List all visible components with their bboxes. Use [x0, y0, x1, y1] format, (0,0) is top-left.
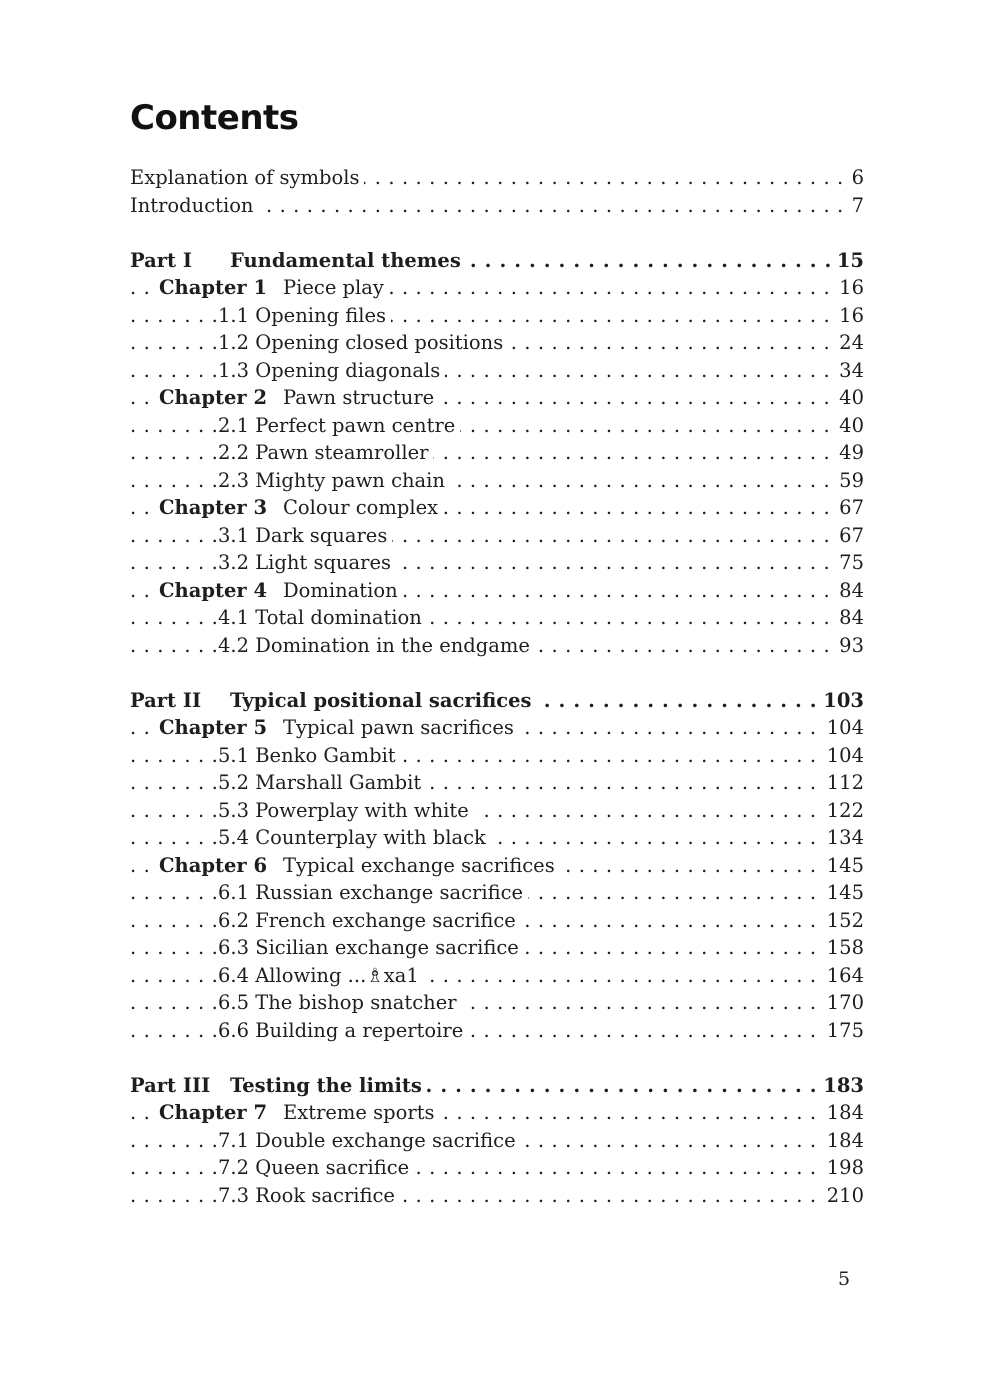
toc-entry-title: 6.2 French exchange sacrifice [218, 908, 516, 932]
toc-entry-title: 6.1 Russian exchange sacrifice [218, 881, 524, 904]
toc-entry-heading [218, 907, 521, 935]
toc-entry-title: Colour complex [283, 496, 439, 519]
toc-entry-title: Extreme sports [283, 1101, 435, 1124]
toc-entry-title: 5.3 Powerplay with white [218, 798, 469, 822]
toc-entry-page: 152 [822, 907, 864, 935]
section-gap [130, 659, 864, 687]
toc-entry-heading [130, 687, 537, 715]
page-title: Contents [130, 98, 299, 138]
toc-entry-heading [218, 522, 392, 550]
toc-entry-label: Chapter 1 [159, 276, 268, 299]
toc-entry-page: 84 [834, 604, 864, 632]
toc-entry-page: 7 [847, 192, 864, 220]
toc-entry-sub [130, 989, 864, 1017]
toc-entry-heading [130, 247, 466, 275]
toc-entry-heading [159, 384, 439, 412]
toc-entry-sub [130, 1017, 864, 1045]
toc-entry-heading [130, 1072, 427, 1100]
toc-entry-label: Chapter 4 [159, 578, 268, 602]
toc-entry-sub [130, 962, 864, 990]
toc-entry-title: 3.1 Dark squares [218, 523, 388, 547]
toc-entry-title: 7.2 Queen sacrifice [218, 1156, 410, 1179]
toc-entry-heading [218, 1127, 521, 1155]
toc-entry-heading [218, 549, 396, 577]
toc-entry-label: Chapter 6 [159, 853, 268, 877]
toc-entry-title: Typical pawn sacrifices [283, 716, 514, 739]
toc-entry-title: 6.6 Building a repertoire [218, 1018, 464, 1042]
toc-entry-page: 40 [834, 412, 864, 440]
toc-entry-sub [130, 329, 864, 357]
toc-entry-heading [218, 467, 450, 495]
toc-entry-title: Explanation of symbols [130, 166, 360, 189]
toc-entry-title: 2.2 Pawn steamroller [218, 441, 429, 464]
toc-entry-title: Domination [283, 578, 398, 602]
toc-entry-page: 75 [834, 549, 864, 577]
toc-entry-title: Introduction [130, 193, 254, 217]
toc-entry-page: 40 [834, 384, 864, 412]
toc-entry-label: Part II [130, 688, 202, 712]
toc-entry-label: Chapter 2 [159, 386, 268, 409]
toc-entry-sub [130, 522, 864, 550]
toc-entry-page: 164 [822, 962, 864, 990]
toc-entry-page: 34 [834, 357, 864, 385]
toc-entry-page: 93 [834, 632, 864, 660]
toc-entry-page: 24 [834, 329, 864, 357]
section-gap [130, 219, 864, 247]
toc-entry-page: 184 [822, 1127, 864, 1155]
toc-entry-title: 3.2 Light squares [218, 551, 392, 574]
toc-entry-title: 7.1 Double exchange sacrifice [218, 1128, 516, 1152]
table-of-contents [130, 164, 864, 1209]
toc-entry-heading [218, 824, 491, 852]
toc-entry-page: 175 [822, 1017, 864, 1045]
toc-entry-title: 7.3 Rook sacrifice [218, 1183, 395, 1207]
toc-entry-title: Fundamental themes [230, 248, 461, 272]
toc-entry-page: 16 [834, 274, 864, 302]
toc-entry-page: 104 [822, 742, 864, 770]
toc-entry-part [130, 247, 864, 275]
toc-entry-page: 16 [834, 302, 864, 330]
section-gap [130, 1044, 864, 1072]
toc-entry-front [130, 164, 864, 192]
toc-entry-heading [218, 879, 528, 907]
toc-entry-title: Piece play [283, 276, 384, 299]
toc-entry-heading [130, 192, 259, 220]
toc-entry-sub [130, 934, 864, 962]
toc-entry-chapter [130, 714, 864, 742]
toc-entry-sub [130, 1154, 864, 1182]
toc-entry-page: 170 [822, 989, 864, 1017]
toc-entry-label: Part III [130, 1073, 211, 1097]
toc-entry-sub [130, 439, 864, 467]
toc-entry-sub [130, 1127, 864, 1155]
toc-entry-heading [218, 329, 508, 357]
toc-entry-heading [159, 1099, 440, 1127]
toc-entry-sub [130, 632, 864, 660]
toc-entry-page: 84 [834, 577, 864, 605]
toc-entry-page: 183 [818, 1072, 864, 1100]
toc-entry-sub [130, 769, 864, 797]
toc-entry-page: 122 [822, 797, 864, 825]
toc-entry-sub [130, 412, 864, 440]
toc-entry-chapter [130, 384, 864, 412]
toc-entry-page: 145 [822, 879, 864, 907]
toc-entry-chapter [130, 1099, 864, 1127]
toc-entry-sub [130, 549, 864, 577]
toc-entry-page: 67 [834, 494, 864, 522]
toc-entry-page: 134 [822, 824, 864, 852]
toc-entry-title: 6.5 The bishop snatcher [218, 991, 457, 1014]
toc-entry-title: 4.2 Domination in the endgame [218, 633, 530, 657]
toc-entry-heading [218, 1017, 468, 1045]
toc-entry-sub [130, 742, 864, 770]
toc-entry-chapter [130, 274, 864, 302]
toc-entry-sub [130, 797, 864, 825]
toc-entry-chapter [130, 577, 864, 605]
toc-entry-title: 4.1 Total domination [218, 606, 422, 629]
toc-entry-title: 1.3 Opening diagonals [218, 358, 441, 382]
toc-entry-chapter [130, 852, 864, 880]
toc-entry-title: 5.4 Counterplay with black [218, 826, 486, 849]
toc-entry-sub [130, 604, 864, 632]
toc-entry-front [130, 192, 864, 220]
toc-entry-sub [130, 302, 864, 330]
toc-entry-part [130, 687, 864, 715]
toc-entry-sub [130, 879, 864, 907]
toc-entry-heading [218, 934, 524, 962]
toc-entry-heading [218, 604, 427, 632]
page-number: 5 [838, 1268, 851, 1290]
toc-entry-heading [130, 164, 364, 192]
toc-entry-label: Chapter 5 [159, 716, 268, 739]
toc-entry-title: 1.1 Opening files [218, 303, 387, 327]
toc-entry-page: 158 [822, 934, 864, 962]
toc-entry-heading [159, 852, 560, 880]
toc-entry-page: 15 [832, 247, 864, 275]
toc-entry-heading [218, 439, 433, 467]
toc-entry-label: Part I [130, 248, 192, 272]
toc-entry-heading [159, 494, 443, 522]
toc-entry-heading [218, 742, 401, 770]
toc-entry-title: 6.4 Allowing ...♗xa1 [218, 963, 419, 987]
toc-entry-heading [218, 632, 535, 660]
toc-entry-label: Chapter 7 [159, 1101, 268, 1124]
toc-entry-page: 49 [834, 439, 864, 467]
toc-entry-title: 6.3 Sicilian exchange sacrifice [218, 936, 519, 959]
toc-entry-heading [218, 412, 460, 440]
toc-entry-title: 5.1 Benko Gambit [218, 743, 396, 767]
toc-entry-sub [130, 1182, 864, 1210]
toc-entry-title: 1.2 Opening closed positions [218, 331, 504, 354]
toc-entry-heading [159, 577, 403, 605]
toc-entry-sub [130, 467, 864, 495]
toc-entry-heading [218, 302, 391, 330]
toc-entry-heading [218, 989, 462, 1017]
toc-entry-page: 103 [818, 687, 864, 715]
toc-entry-heading [159, 714, 519, 742]
toc-entry-heading [218, 769, 426, 797]
toc-entry-page: 112 [822, 769, 864, 797]
toc-entry-sub [130, 824, 864, 852]
toc-entry-heading [218, 962, 424, 990]
toc-entry-heading [218, 1182, 400, 1210]
toc-entry-sub [130, 907, 864, 935]
toc-entry-label: Chapter 3 [159, 496, 268, 519]
toc-entry-page: 104 [822, 714, 864, 742]
toc-entry-page: 210 [822, 1182, 864, 1210]
toc-entry-title: Typical exchange sacrifices [283, 853, 555, 877]
toc-entry-page: 198 [822, 1154, 864, 1182]
toc-entry-title: Typical positional sacrifices [230, 688, 532, 712]
toc-entry-heading [218, 1154, 414, 1182]
toc-entry-page: 6 [847, 164, 864, 192]
toc-entry-page: 67 [834, 522, 864, 550]
toc-entry-page: 145 [822, 852, 864, 880]
toc-entry-heading [218, 357, 445, 385]
toc-entry-chapter [130, 494, 864, 522]
toc-entry-title: 5.2 Marshall Gambit [218, 771, 422, 794]
toc-entry-title: Pawn structure [283, 386, 435, 409]
toc-entry-title: Testing the limits [230, 1073, 422, 1097]
toc-entry-part [130, 1072, 864, 1100]
toc-entry-sub [130, 357, 864, 385]
toc-entry-page: 59 [834, 467, 864, 495]
toc-entry-page: 184 [822, 1099, 864, 1127]
toc-entry-heading [218, 797, 474, 825]
toc-entry-heading [159, 274, 389, 302]
toc-entry-title: 2.1 Perfect pawn centre [218, 413, 456, 437]
toc-entry-title: 2.3 Mighty pawn chain [218, 468, 445, 492]
